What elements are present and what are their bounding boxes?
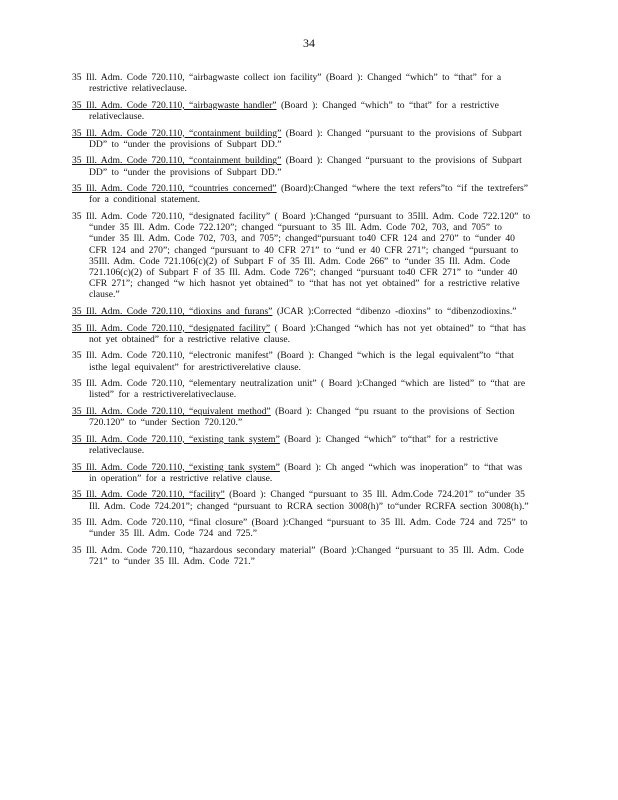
entry-citation: 35 Ill. Adm. Code 720.110, “existing tank system” bbox=[72, 433, 280, 445]
entry-description: (Board ): Changed “pursuant to the provisions of Subpart DD” to “under the provisions of Subpart DD.” bbox=[89, 127, 522, 150]
amendment-entry bbox=[72, 545, 532, 567]
entry-citation: 35 Ill. Adm. Code 720.110, “electronic manifest” bbox=[72, 350, 273, 362]
entry-citation: 35 Ill. Adm. Code 720.110, “designated facility” bbox=[72, 210, 271, 222]
entry-citation: 35 Ill. Adm. Code 720.110, “dioxins and furans” bbox=[72, 306, 273, 317]
entry-description: (Board ): Changed “pursuant to the provisions of Subpart DD” to “under the provisions of Subpart DD.” bbox=[89, 155, 522, 178]
amendment-entry bbox=[72, 155, 532, 177]
entry-citation: 35 Ill. Adm. Code 720.110, “containment building” bbox=[72, 127, 282, 139]
amendment-entry bbox=[72, 350, 532, 372]
amendment-entry bbox=[72, 211, 532, 301]
entry-citation: 35 Ill. Adm. Code 720.110, “countries concerned” bbox=[72, 183, 277, 195]
entry-description: (Board ):Changed “pursuant to 35 Ill. Adm. Code 724 and 725” to “under 35 Ill. Adm. Code 724 and 725.” bbox=[89, 517, 528, 540]
amendment-entry bbox=[72, 100, 532, 122]
entry-description: (JCAR ):Corrected “dibenzo -dioxins” to “dibenzodioxins.” bbox=[272, 306, 517, 317]
amendment-entry bbox=[72, 406, 532, 428]
amendment-entry bbox=[72, 434, 532, 456]
entry-description: (Board ): Changed “which” to “that” for a restrictive relativeclause. bbox=[89, 72, 502, 95]
amendment-entry bbox=[72, 183, 532, 205]
entry-citation: 35 Ill. Adm. Code 720.110, “containment building” bbox=[72, 155, 282, 167]
entry-citation: 35 Ill. Adm. Code 720.110, “elementary neutralization unit” bbox=[72, 378, 317, 390]
entry-citation: 35 Ill. Adm. Code 720.110, “existing tank system” bbox=[72, 461, 280, 473]
entry-citation: 35 Ill. Adm. Code 720.110, “facility” bbox=[72, 489, 225, 501]
entry-description: (Board ): Changed “pu rsuant to the provisions of Section 720.120” to “under Section 720.120.” bbox=[89, 405, 515, 429]
entry-description: (Board ): Ch anged “which was inoperation” to “that was in operation” for a restrictive relative clause. bbox=[89, 461, 523, 484]
amendment-entry bbox=[72, 517, 532, 539]
amendment-list bbox=[72, 72, 532, 573]
entry-description: (Board ): Changed “which” to “that” for a restrictive relativeclause. bbox=[89, 99, 499, 122]
entry-description: (Board):Changed “where the text refers”to “if the textrefers” for a conditional statement. bbox=[89, 183, 529, 206]
entry-citation: 35 Ill. Adm. Code 720.110, “airbagwaste collect ion facility” bbox=[72, 72, 322, 83]
amendment-entry bbox=[72, 128, 532, 150]
entry-citation: 35 Ill. Adm. Code 720.110, “airbagwaste handler” bbox=[72, 99, 277, 111]
amendment-entry bbox=[72, 306, 532, 317]
entry-citation: 35 Ill. Adm. Code 720.110, “final closure” bbox=[72, 517, 248, 529]
entry-description: (Board ):Changed “pursuant to 35 Ill. Adm. Code 721” to “under 35 Ill. Adm. Code 721.” bbox=[89, 544, 524, 568]
amendment-entry bbox=[72, 462, 532, 484]
entry-description: ( Board ):Changed “pursuant to 35Ill. Adm. Code 722.120” to “under 35 Ill. Adm. Code 722.120”; changed “pursuant to 35 Ill. Adm. Code 702, 703, and 705” to “under 35 Ill. Adm. Code 702, 703, and 705”; changed“pursuant to40 CFR 124 and 270” to “under 40 CFR 124 and 270”; changed “pursuant to 40 CFR 271” to “und er 40 CFR 271”; changed “pursuant to 35Ill. Adm. Code 721.106(c)(2) of Subpart F of 35 Ill. Adm. Code 266” to “under 35 Ill. Adm. Code 721.106(c)(2) of Subpart F of 35 Ill. Adm. Code 726”; changed “pursuant to40 CFR 271” to “under 40 CFR 271”; changed “w hich hasnot yet obtained” to “that has not yet obtained” for a restrictive relative clause.” bbox=[89, 210, 531, 301]
entry-citation: 35 Ill. Adm. Code 720.110, “hazardous secondary material” bbox=[72, 544, 316, 556]
page-number: 34 bbox=[303, 36, 315, 50]
entry-description: ( Board ):Changed “which has not yet obtained” to “that has not yet obtained” for a restrictive relative clause. bbox=[89, 322, 526, 345]
amendment-entry bbox=[72, 378, 532, 400]
amendment-entry bbox=[72, 323, 532, 345]
entry-description: ( Board ):Changed “which are listed” to “that are listed” for a restrictiverelativeclause. bbox=[89, 378, 526, 401]
entry-description: (Board ): Changed “which” to“that” for a restrictive relativeclause. bbox=[89, 433, 498, 456]
entry-citation: 35 Ill. Adm. Code 720.110, “designated facility” bbox=[72, 322, 271, 334]
amendment-entry bbox=[72, 489, 532, 511]
entry-description: (Board ): Changed “which is the legal equivalent”to “that isthe legal equivalent” for arestrictiverelative clause. bbox=[89, 350, 514, 373]
amendment-entry bbox=[72, 72, 532, 94]
entry-description: (Board ): Changed “pursuant to 35 Ill. Adm.Code 724.201” to“under 35 Ill. Adm. Code 724.201”; changed “pursuant to RCRA section 3008(h)” to“under RCRFA section 3008(h).” bbox=[89, 489, 529, 512]
entry-citation: 35 Ill. Adm. Code 720.110, “equivalent method” bbox=[72, 405, 271, 417]
